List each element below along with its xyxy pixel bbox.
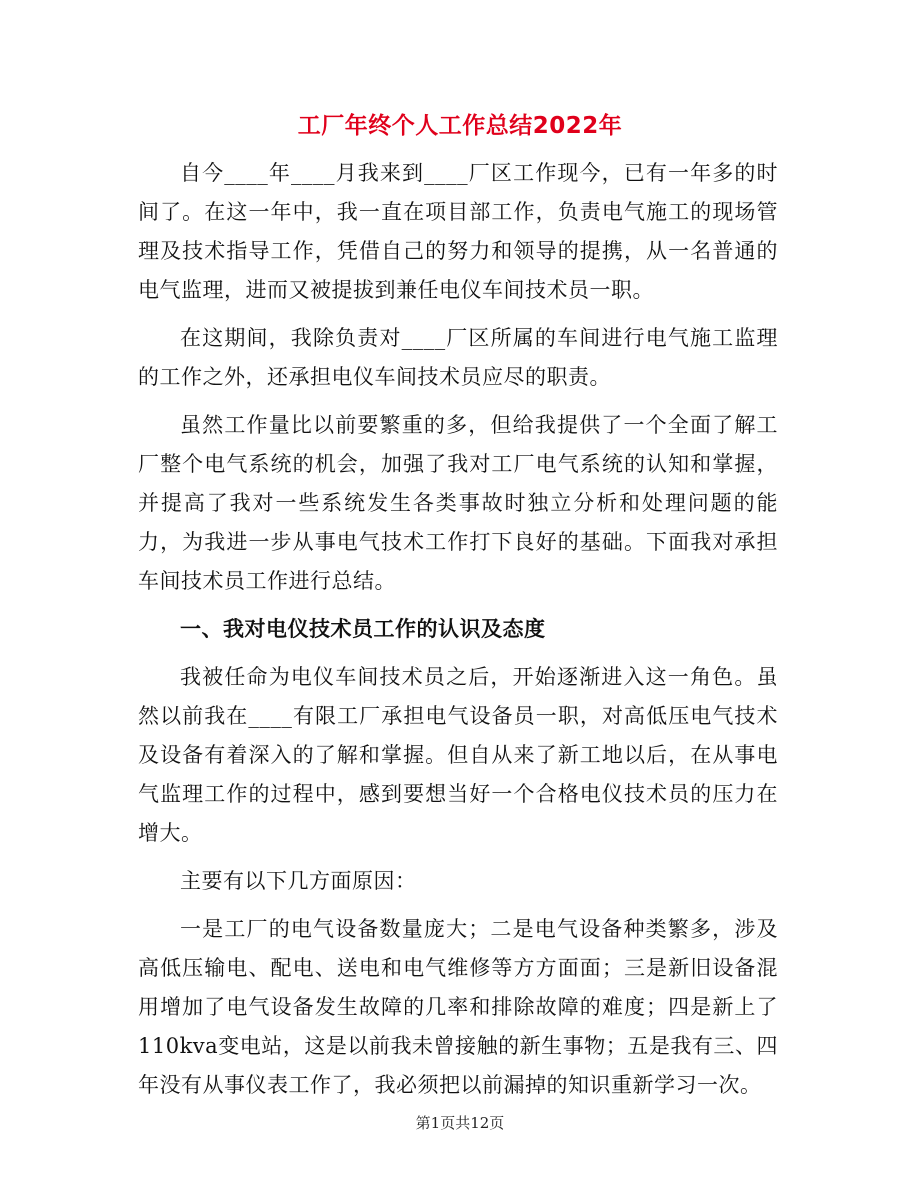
paragraph: 在这期间，我除负责对____厂区所属的车间进行电气施工监理的工作之外，还承担电仪车间技术员应尽的职责。 (138, 326, 778, 389)
page-number-footer: 第1页共12页 (415, 1114, 505, 1132)
section-heading: 一、我对电仪技术员工作的认识及态度 (180, 617, 546, 641)
paragraph: 我被任命为电仪车间技术员之后，开始逐渐进入这一角色。虽然以前我在____有限工厂承担电气设备员一职，对高低压电气技术及设备有着深入的了解和掌握。但自从来了新工地以后，在从事电气监理工作的过程中，感到要想当好一个合格电仪技术员的压力在增大。 (138, 665, 778, 845)
paragraph: 主要有以下几方面原因： (180, 869, 417, 893)
paragraph: 虽然工作量比以前要繁重的多，但给我提供了一个全面了解工厂整个电气系统的机会，加强了我对工厂电气系统的认知和掌握，并提高了我对一些系统发生各类事故时独立分析和处理问题的能力，为我进一步从事电气技术工作打下良好的基础。下面我对承担车间技术员工作进行总结。 (138, 413, 778, 593)
paragraph: 一是工厂的电气设备数量庞大；二是电气设备种类繁多，涉及高低压输电、配电、送电和电气维修等方方面面；三是新旧设备混用增加了电气设备发生故障的几率和排除故障的难度；四是新上了110kva变电站，这是以前我未曾接触的新生事物；五是我有三、四年没有从事仪表工作了，我必须把以前漏掉的知识重新学习一次。 (138, 917, 778, 1097)
paragraph: 自今____年____月我来到____厂区工作现今，已有一年多的时间了。在这一年中，我一直在项目部工作，负责电气施工的现场管理及技术指导工作，凭借自己的努力和领导的提携，从一名普通的电气监理，进而又被提拔到兼任电仪车间技术员一职。 (138, 161, 778, 302)
document-body (138, 154, 778, 1114)
document-title: 工厂年终个人工作总结2022年 (297, 113, 623, 139)
